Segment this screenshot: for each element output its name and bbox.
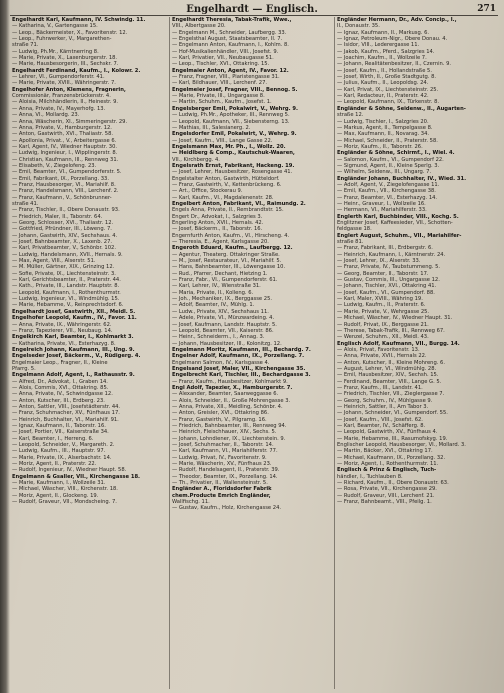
directory-entry: — Leop., Bäckermeister, X., Favoritenstr. 12. bbox=[12, 29, 128, 36]
directory-entry: — Anna, Private, IX., Währingerstr. 62. bbox=[12, 321, 112, 328]
directory-entry-heading: Engländer & Söhne, Schirmf., I., Wiel. 4. bbox=[337, 150, 455, 157]
directory-entry: — Anna, Private, XII., Meidling, Schönbr. 4. bbox=[172, 403, 283, 410]
directory-entry: — M., Josef, Restaurateur, VI., Mariahilf. 5. bbox=[172, 258, 282, 265]
directory-entry: — Georg, Beamter, II., Taborstr. 17. bbox=[337, 270, 429, 277]
directory-column-1 bbox=[12, 17, 166, 691]
directory-entry: — Alfred, Dr., Advokat, I., Graben 14. bbox=[12, 378, 108, 385]
directory-entry: — Johann, Lohndiener, IX., Liechtenstein. 9. bbox=[172, 435, 286, 442]
directory-entry: — Rudolf, Privat, IX., Berggasse 21. bbox=[337, 321, 429, 328]
directory-entry-heading: Engelreich Johann, Kaufmann, III., Ung. 9. bbox=[12, 346, 135, 353]
page-number: 271 bbox=[477, 4, 496, 14]
directory-entry: — Josef, Kaufm., II., Hollandstraße 5. bbox=[337, 67, 432, 74]
book-gutter-shadow bbox=[0, 0, 10, 693]
directory-entry: — Marie, Private, III., Ungargasse 8. bbox=[172, 93, 265, 100]
directory-entry: — Anna, Private, XVII., Hernals 22. bbox=[337, 353, 427, 360]
directory-entry: — Michael, Schneider, II., Praterstr. 58. bbox=[337, 137, 438, 144]
directory-entry: — Rudolf, Graveur, VIII., Lerchenf. 21. bbox=[337, 492, 435, 499]
directory-entry: — August, Lehrer, VI., Windmühlg. 28. bbox=[337, 365, 437, 372]
directory-entry: — Josef, Kaufm., VI., Gumpendorf. 88. bbox=[337, 289, 435, 296]
directory-entry: — Josef, Kaufm., VIII., Josefst. 62. bbox=[337, 416, 423, 423]
directory-entry: — Leopold, Kaufmann, IX., Türkenstr. 8. bbox=[337, 99, 440, 106]
directory-entry: — Anna, Wäscherin, XI., Simmeringerstr. 29. bbox=[12, 118, 128, 125]
directory-entry: — Franz, Fabr., VI., Gumpendorferstr. 61. bbox=[172, 277, 278, 284]
directory-entry: — Heinr., Schneiderm., I., Annag. 3. bbox=[172, 334, 265, 341]
directory-entry: — Art., Office, Stockerau 9. bbox=[172, 188, 243, 195]
directory-entry: — Theresia, E., Agent, Karlsgasse 20. bbox=[172, 239, 269, 246]
directory-entry: — Mathias, III., Salesianerg. 2. bbox=[172, 124, 251, 131]
directory-entry: — Johann, Hausbesitzer, III., Kolonitzg. 12. bbox=[172, 340, 282, 347]
directory-entry: — Marie, Hausbesorgerin, III., Sechskr. 7. bbox=[12, 61, 119, 68]
directory-entry: — Martin, Schuhm., Kaufm., Josefst. 1. bbox=[172, 99, 272, 106]
directory-entry: Commissionär, Franzensbrückenstr. 4. bbox=[12, 93, 111, 100]
directory-entry: — Karl, Privat, IX., Liechtensteinstr. 25. bbox=[337, 86, 439, 93]
directory-entry: — Heinr., Graveur, I., Wollzeile 16. bbox=[337, 200, 426, 207]
directory-entry: — Marie, Private, X., Laxenburgerstr. 18. bbox=[12, 55, 118, 62]
directory-entry: — Adolf, Agent, V., Ziegelofengasse 11. bbox=[337, 181, 440, 188]
directory-entry: — Heinrich, Kaufmann, I., Kärntnerstr. 24. bbox=[337, 251, 446, 258]
directory-entry: — Franz, Hausbesorger, VI., Mariahilf. 8. bbox=[12, 181, 116, 188]
directory-entry: — Hans, Bahnbeamter, III., Löwengasse 10. bbox=[172, 264, 286, 271]
directory-entry: — Ignaz, Kaufmann, II., Taborstr. 16. bbox=[12, 423, 106, 429]
directory-entry: — Joh., Mechaniker, IX., Berggasse 25. bbox=[172, 296, 273, 303]
directory-entry: II., Donaustr. 35. bbox=[337, 23, 380, 30]
directory-entry: — Karl, Bildhauer, VIII., Lerchenf. 27. bbox=[172, 80, 268, 87]
directory-entry: — Michael, Kaufmann, IX., Porzellang. 32. bbox=[337, 454, 446, 461]
directory-entry: — Rud., Pfarrer, Dechant, Hietzing 1. bbox=[172, 270, 268, 277]
directory-entry: — Ludwig, Kaufm., II., Praterstr. 6. bbox=[337, 302, 426, 309]
directory-entry: Engels Anna, Private, II., Rembrandtstr. 15. bbox=[172, 207, 284, 214]
directory-entry-heading: Engelhofer Leopold, Kaufm., IV., Favor. 11. bbox=[12, 315, 137, 322]
directory-entry: — Ludwig, Ingenieur, I., Wipplingerstr. 8. bbox=[12, 150, 118, 157]
directory-entry: — Rosa, Private, VII., Kirchengasse 29. bbox=[337, 486, 437, 493]
directory-entry: — Engelmann M., Schneider, Laufbergg. 33. bbox=[172, 29, 287, 36]
directory-entry-heading: Englisch Adolf, Kaufmann, VII., Burgg. 14. bbox=[337, 340, 460, 347]
directory-entry: — Maria, Private, II., Kolleng. 6. bbox=[172, 289, 254, 296]
directory-entry: — Franz, Private, IV., Taubstummeng. 5. bbox=[337, 264, 441, 271]
directory-entry: — Ludwig, Ph.Mr., Apotheker, III., Rennweg 5. bbox=[172, 112, 290, 119]
directory-entry: Engelmaier Leop., Fragner, II., Kleine bbox=[12, 359, 108, 366]
directory-entry: — Alexander, Beamter, Saarweggasse 6. bbox=[172, 391, 279, 398]
directory-entry: Engerling Anton, XVII., Hernals. 42. bbox=[172, 220, 264, 226]
directory-entry: — Katharina, Private, VI., Esterhazyg. 8. bbox=[12, 340, 116, 347]
directory-entry: — Joachim, Kaufm., II., Wollzeile 7. bbox=[337, 55, 427, 62]
directory-entry: VIII., Albertgasse 20. bbox=[172, 23, 226, 30]
directory-entry: — Agentur, Theaterg. Ottakringer Straße. bbox=[172, 251, 280, 258]
directory-entry: — Franz, Schuhmacher, XV., Fünfhaus 17. bbox=[12, 410, 120, 417]
directory-entry: — Franz, Fabrikant, III., Erdbergstr. 6. bbox=[337, 245, 433, 252]
directory-entry: straße 81. bbox=[337, 239, 364, 246]
directory-entry: — Hermann, VI., Mariahilferstr. 33. bbox=[337, 207, 427, 214]
directory-entry: straße 12. bbox=[337, 112, 364, 119]
directory-entry: — Ludw., Private, XIV., Sechshaus 11. bbox=[172, 308, 269, 315]
directory-entry-heading: Engelbert Anton, Fabrikant, VI., Raimundg. 2. bbox=[172, 200, 306, 207]
directory-entry-heading: Engelhardt Theresia, Tabak-Trafik, Wwe., bbox=[172, 17, 292, 23]
directory-entry: — Ludwig, Kaufm., III., Hauptstr. 97. bbox=[12, 448, 106, 455]
directory-entry-heading: Engländer A., Floridsdorfer Fabrik bbox=[172, 486, 272, 493]
directory-entry: — Franz, Kaufm., Hausbesitzer, Kohlmarkt 9. bbox=[172, 378, 288, 385]
directory-entry: — Karl, Gerichtsbeamter, II., Praterstr. 44. bbox=[12, 277, 121, 284]
directory-entry: — Marie, Private, XVIII., Währingerstr. 7. bbox=[12, 80, 116, 87]
directory-entry: — Josef, Kaufmann, Landstr. Hauptstr. 5. bbox=[172, 321, 277, 328]
directory-entry-heading: Englerth Karl, Buchbinder, VIII., Kochg. 5. bbox=[337, 213, 459, 220]
directory-entry: — Emil, Beamter, VI., Gumpendorferstr. 5. bbox=[12, 169, 122, 176]
directory-entry-heading: Engelsrath Ernst, Fabrikant, Hackeng. 19. bbox=[172, 162, 295, 169]
column-divider bbox=[169, 17, 170, 689]
directory-entry-heading: chem.Producte Emrich Engländer, bbox=[172, 492, 271, 499]
directory-entry: händler, I., Tuchlauben 8. bbox=[337, 473, 403, 480]
directory-entry: Wallfischg. 11. bbox=[172, 499, 210, 506]
directory-entry: — Alois, Schneider, II., Große Mohrengasse 3. bbox=[172, 397, 291, 404]
directory-entry: — Moriz, Kaufm., II., Taborstr. 26. bbox=[337, 143, 423, 150]
directory-entry: Englitzner Josef, Kaffeesieder, VII., Schotten- bbox=[337, 220, 453, 226]
directory-entry: — Aloisia, Milchhändlerin, II., Heinestr. 9. bbox=[12, 99, 119, 106]
directory-entry-heading: Engelkirch Karl, Beamter, I., Kohlmarkt 3. bbox=[12, 334, 134, 341]
directory-entry: — Lehrer, VI., Gumpendorferstr. 41. bbox=[12, 74, 105, 81]
directory-entry-heading: Engländer & Söhne, Seidenw., II., Augarten- bbox=[337, 105, 466, 112]
directory-entry: — Therese, Tabak-Trafik, III., Rennweg 67. bbox=[337, 327, 445, 334]
directory-entry-heading: Englisch & Prinz & Englisch, Tuch- bbox=[337, 467, 437, 474]
directory-entry: — Sofie, Private, IX., Liechtensteinstr. 3. bbox=[12, 270, 116, 277]
directory-entry: — Ludwig, Ph.Mr., Kärntnerring 8. bbox=[12, 48, 99, 55]
directory-entry-heading: Engelseder Josef, Bäckerm., V., Rüdigerg. 4. bbox=[12, 353, 141, 360]
directory-entry: — Adolf, Beamter, IV., Mühlg. 1. bbox=[172, 302, 255, 309]
directory-entry: — Karl, Privatier, VII., Neubaugasse 51. bbox=[172, 55, 274, 62]
directory-entry: — Moriz, Agent, II., Glockeng. 19. bbox=[12, 492, 99, 499]
directory-entry: — Karl, Kaufm., VI., Magdalenenstr. 28. bbox=[172, 194, 274, 201]
directory-entry: — Isidor, VIII., Lederergasse 11. bbox=[337, 42, 420, 49]
directory-entry: — Anna, Private, IV., Schwindgasse 12. bbox=[12, 391, 113, 398]
directory-entry: — Franz, Fragner, VIII., Piaristengasse 31. bbox=[172, 74, 280, 81]
directory-entry: — Salomon, Kaufm., VI., Gumpendorf 22. bbox=[337, 156, 444, 163]
directory-entry: — Anna, Private, IV., Mayerhofg. 13. bbox=[12, 105, 106, 112]
directory-entry: — Marie, Private, V., Wehrgasse 25. bbox=[337, 308, 430, 315]
directory-entry: — M. Müller, Gärtner, XIX., Grinzing 12. bbox=[12, 264, 115, 271]
directory-entry: — Karl, Redacteur, II., Praterstr. 42. bbox=[337, 93, 429, 100]
directory-entry: — Franz, Gastwirth, V., Pilgramg. 16. bbox=[172, 416, 267, 423]
directory-entry: — Johann, Tischler, XVI., Ottakring 41. bbox=[337, 283, 437, 290]
directory-entry: — Johann, Schneider, VI., Gumpendorf. 55. bbox=[337, 410, 448, 417]
directory-entry: — Emil, Hausbesitzer, XIV., Sechsh. 15. bbox=[337, 372, 439, 379]
directory-entry: — Moriz, Agent, I., Rothenthurmstr. 11. bbox=[337, 461, 439, 468]
directory-entry: — Heinrich, Fleischhauer, XIV., Sechs. 5. bbox=[172, 429, 277, 436]
directory-entry-heading: Engelsdorfer Emil, Pokalwirt, V., Wehrg. 9. bbox=[172, 131, 297, 138]
directory-entry: — Franz, Handelsmann, VIII., Lerchenf. 2. bbox=[12, 188, 119, 195]
directory-entry: — Elisabeth, V., Ziegelofeng. 23. bbox=[12, 162, 97, 169]
directory-entry: — Jakob, Kaufm., Pferd., Salzgries 14. bbox=[337, 48, 435, 55]
directory-entry-heading: — Heidlberg & Comp., Kautschuk-Waaren, bbox=[172, 150, 295, 157]
directory-entry: — Th., Privatier, II., Wallensteinstr. 5. bbox=[172, 480, 268, 487]
directory-entry: — Sigmund, Agent, II., Kleine Sperlg. 3. bbox=[337, 162, 440, 169]
directory-entry: — Marie, Private, IX., Alserbachstr. 14. bbox=[12, 454, 112, 461]
directory-entry-heading: Engeroth Eduard, Kaufm., Laufbergg. 12. bbox=[172, 245, 293, 252]
directory-entry: — Karl, Lehrer, IV., Wienstraße 31. bbox=[172, 283, 261, 290]
directory-entry: — Rudolf, Handelsagent, II., Praterstr. 39. bbox=[172, 467, 280, 474]
directory-entry-heading: Engelmann Moritz, Kaufmann, III., Bechardg. 7. bbox=[172, 346, 311, 353]
directory-entry: — Franz, Gastwirth, V., Kettenbrückeng. 6. bbox=[172, 181, 282, 188]
directory-entry: — Alois, Commis, XVI., Ottakring. 85. bbox=[12, 384, 109, 391]
directory-entry-heading: Engelmeier Josef, Fragner, VIII., Bennog. 5. bbox=[172, 86, 298, 93]
directory-entry: — Moriz, Agent, II., Praterstr. 22. bbox=[12, 461, 97, 468]
directory-column-2 bbox=[172, 17, 332, 691]
directory-entry-heading: Engelmann & Gsaller, VII., Kirchengasse 18. bbox=[12, 473, 141, 480]
directory-entry: — Josef, Portier, VII., Kaiserstraße 34. bbox=[12, 429, 109, 436]
directory-entry: — Engelsthal August, Staatsbeamter, II. 7. bbox=[172, 36, 283, 43]
directory-entry: — Anna, Private, V., Hamburgerstr. 12. bbox=[12, 124, 112, 131]
directory-entry: — Engelmann Anton, Kaufmann, I., Kohlm. 8. bbox=[172, 42, 289, 49]
directory-entry: — Emil, Kaufm., VII., Kirchengasse 38. bbox=[337, 188, 436, 195]
directory-entry: Pfarrg. 5. bbox=[12, 365, 36, 372]
directory-entry: — Wilhelm, Seidenw., III., Ungarg. 7. bbox=[337, 169, 432, 176]
directory-entry: — Anton, Sattler, VIII., Josefstädterstr. 44. bbox=[12, 403, 121, 410]
directory-entry: — Johann, Realitätenbesitzer, II., Czernin. 9. bbox=[337, 61, 452, 68]
directory-entry: — Leopold, Gastwirth, XV., Fünfhaus 4. bbox=[337, 429, 438, 436]
directory-entry: — Josef, Lehrer, Hausbesitzer, Rosengasse 41. bbox=[172, 169, 293, 176]
directory-entry: — Heinrich, Buchhalter, VI., Mariahilf. 91. bbox=[12, 416, 119, 423]
directory-entry: — Karl, Privatbeamter, V., Schönbr. 102. bbox=[12, 245, 116, 252]
directory-entry: — Karl, Beamter, I., Herreng. 6. bbox=[12, 435, 94, 442]
directory-entry: — Rudolf, Ingenieur, IV., Wiedner Haupt. 58. bbox=[12, 467, 127, 474]
directory-entry-heading: Engelbrecht Karl, Tischler, III., Bechardgasse 3. bbox=[172, 372, 311, 379]
directory-entry: — Franz, Kaufmann, V., Schönbrunner- bbox=[12, 194, 112, 201]
directory-entry: — Georg, Schlosser, XVI., Thaliastr. 12. bbox=[12, 220, 114, 226]
directory-entry: — Marie, Hebamme, V., Reinprechtsdorf. 6. bbox=[12, 302, 124, 309]
directory-entry: — Leop., Tischler, XVI., Ottakring. 15. bbox=[172, 61, 270, 68]
directory-entry: Engelmann Salmon, IV., Karlsgasse 4. bbox=[172, 359, 270, 366]
directory-entry-heading: Engelhardt Josef, Gastwirth, XII., Meidl. 5. bbox=[12, 308, 136, 315]
directory-entry: — Johann, Gastwirth, XIV., Sechshaus. 4. bbox=[12, 232, 118, 239]
directory-entry: — Leop., Fuhrwerker, V., Margarethen- bbox=[12, 36, 112, 43]
directory-entry-heading: Engländer Johann, Buchhalter, IV., Wied. 31. bbox=[337, 175, 467, 182]
directory-entry: — Karl, Beamter, IV., Schäfferg. 8. bbox=[337, 423, 426, 429]
directory-entry: — Anton, Kutscher, III., Erdberg. 23. bbox=[12, 397, 105, 404]
directory-entry-heading: Engelner Adolf, Kaufmann, IX., Porzellang. 7. bbox=[172, 353, 305, 360]
directory-entry: — Michael, Wäscher, IV., Wiedner Haupt. 31. bbox=[337, 315, 453, 322]
directory-entry: — Georg, Schuhm., IV., Mühlgasse 9. bbox=[337, 397, 433, 404]
directory-entry: — Max, Agent, VIII., Alserstr. 51. bbox=[12, 258, 96, 265]
directory-entry: VII., Kirchbergg. 4. bbox=[172, 156, 220, 163]
directory-entry: Englischer Leopold, Hausbesorger, VI., Mollard. 3. bbox=[337, 442, 466, 449]
directory-entry: — Franz, Bahnbeamt., VIII., Pfeilg. 1. bbox=[337, 499, 432, 506]
directory-entry: — Karl, Kaufmann, VI., Mariahilferstr. 77. bbox=[172, 448, 278, 455]
directory-entry: — Richard, Kaufm., II., Obere Donaustr. 63. bbox=[337, 480, 449, 487]
directory-entry: — Leopold, Schneider, V., Margareth. 2. bbox=[12, 442, 115, 449]
directory-entry: — Ludwig, Privat, IV., Favoritenstr. 9. bbox=[172, 454, 267, 461]
directory-entry: — Ignaz, Kaufmann, II., Markusg. 6. bbox=[337, 29, 430, 36]
directory-entry: Engert Dr., Advokat, I., Salzgries 3. bbox=[172, 213, 263, 220]
directory-entry-heading: Engelmaier Anton, Agent, IV., Favor. 12. bbox=[172, 67, 289, 74]
directory-entry: — Kath., Private, III., Landstr. Hauptstr. 8. bbox=[12, 283, 120, 290]
directory-entry: — Ludwig, Tischler, I., Salzgries 20. bbox=[337, 118, 429, 125]
directory-entry: — Adele, Private, VI., Münzwardeing. 4. bbox=[172, 315, 275, 322]
directory-entry: — Franz, Kaufm., III., Landstr. 41. bbox=[337, 384, 423, 391]
directory-entry: — Marie, Wäscherin, XV., Fünfhaus 23. bbox=[172, 461, 272, 468]
directory-entry: — Gustav, Kaufm., Holz, Kirchengasse 24. bbox=[172, 505, 282, 512]
directory-entry: — Wenzel, Schuhm., XII., Meidl. 43. bbox=[337, 334, 429, 341]
directory-entry: Engelstalter Anton, Gastwirth, Hütteldorf. bbox=[172, 175, 280, 182]
column-divider bbox=[334, 17, 335, 689]
directory-entry: — Karl, Agent, IV., Wiedner Hauptstr. 30. bbox=[12, 143, 118, 150]
page-title: Engelhardt — Englisch. bbox=[186, 4, 318, 15]
directory-entry: — Josef, Bäckerm., II., Taborstr. 16. bbox=[172, 226, 263, 233]
directory-entry: — Apollonia, Privat., V., Arbeitergasse 6. bbox=[12, 137, 117, 144]
directory-entry: — Markus, Agent, II., Tempelgasse 8. bbox=[337, 124, 433, 131]
header-rule bbox=[10, 15, 498, 16]
directory-entry-heading: Engl Adolf, Tapezier, X., Hamburgerstr. 7. bbox=[172, 384, 293, 391]
directory-column-3 bbox=[337, 17, 498, 691]
directory-entry-heading: Engelsberger Emil, Pokalwirt, V., Wehrg. 9. bbox=[172, 105, 298, 112]
directory-entry: — Leopold, Kaufmann, I., Rothenthurmstr. bbox=[12, 289, 121, 296]
directory-entry: — Ludwig, Ingenieur, VI., Windmühlg. 15. bbox=[12, 296, 120, 303]
directory-entry-heading: Englert August, Schuhm., VII., Mariahilfer- bbox=[337, 232, 462, 239]
directory-entry: — Ferdinand, Beamter, VIII., Lange G. 5. bbox=[337, 378, 442, 385]
directory-entry: — Ludwig, Handelsmann, XVII., Hernals. 9. bbox=[12, 251, 123, 258]
directory-entry: — Josef, Kaufm., VIII., Lange Gasse 22. bbox=[172, 137, 273, 144]
directory-entry: — Josef, Wirth, II., Große Stadtgutg. 8. bbox=[337, 74, 437, 81]
directory-entry: — Gustav, Commis, III., Ungargasse 12. bbox=[337, 277, 440, 284]
directory-entry: — Franz, Tischler, II., Obere Donaustr. 93. bbox=[12, 207, 120, 214]
directory-entry: — Theodor, Beamter, IX., Porzellang. 14. bbox=[172, 473, 278, 480]
directory-entry: — Heinrich, Sattler, II., Am Tabor 3. bbox=[337, 403, 429, 410]
directory-entry: — Rudolf, Graveur, VII., Mondscheing. 7. bbox=[12, 499, 117, 506]
directory-entry: — Christian, Kaufmann, III., Rennweg 31. bbox=[12, 156, 119, 163]
directory-entry-heading: Engelsand Josef, Maler, VII., Kirchengasse 35. bbox=[172, 365, 306, 372]
directory-entry: — Josef, Schuhmacher, II., Taborstr. 14. bbox=[172, 442, 274, 449]
directory-entry: — Emil, Fabrikant, IX., Porzellang. 33. bbox=[12, 175, 109, 182]
directory-entry: — Julius, Kaufm., II., Leopoldsg. 24. bbox=[337, 80, 429, 87]
directory-entry: straße 71. bbox=[12, 42, 39, 49]
directory-entry-heading: Engelhofer Anton, Klemens, Fragnerin, bbox=[12, 86, 126, 93]
directory-entry: — Franz, Beamter, VI., Esterhazyg. 14. bbox=[337, 194, 438, 201]
directory-entry: straße 41. bbox=[12, 200, 39, 207]
directory-entry: — Leopold, Kaufmann, VII., Siebensterng. 13. bbox=[172, 118, 290, 125]
directory-entry: — Anton, Greisler, XVI., Ottakring 86. bbox=[172, 410, 269, 417]
directory-entry: — Hof-Musikalienhändler, VIII., Josefst. 9. bbox=[172, 48, 279, 55]
directory-entry: — Ignaz, Petroleum-Nigr., Obere Donau. 4. bbox=[337, 36, 448, 43]
directory-entry: — Anna, VI., Mollardg. 23. bbox=[12, 112, 80, 119]
directory-entry: Engernfurth Anton, Kaufm., VI., Hirscheng. 4. bbox=[172, 232, 290, 239]
directory-entry: — Marie, Kaufmann, I., Wollzeile 31. bbox=[12, 480, 106, 487]
directory-entry: — Martin, Bäcker, XVI., Ottakring 17. bbox=[337, 448, 433, 455]
directory-entry: — Karl, Maler, XVIII., Währing 19. bbox=[337, 296, 423, 303]
directory-entry: — Franz, Tapezierer, VII., Neubaug. 14. bbox=[12, 327, 113, 334]
directory-entry: — Michael, Wäscher, VIII., Kirchenstr. 18. bbox=[12, 486, 118, 493]
directory-entry: — Josef, Bahnbeamter, X., Laxenb. 27. bbox=[12, 239, 113, 246]
directory-entry: — Max, Kaufmann, II., Novarag. 34. bbox=[337, 131, 430, 138]
directory-entry: — Katharina, V., Gartengasse 15. bbox=[12, 23, 98, 30]
directory-entry: — Alois, Privat, Favoritenstr. 13. bbox=[337, 346, 420, 353]
directory-entry: feldgasse 18. bbox=[337, 226, 372, 233]
directory-entry: — Anton, Gastwirth, XVI., Thaliastr. 58. bbox=[12, 131, 114, 138]
directory-entry: — Marie, Hebamme, III., Rasumofskyg. 19. bbox=[337, 435, 448, 442]
directory-entry: — Anton, Kutscher, II., Kleine Mohreng. 6. bbox=[337, 359, 445, 366]
directory-entry: — Josef, Lehrer, IX., Alserstr. 33. bbox=[337, 258, 421, 265]
directory-entry: — Friedrich, Tischler, VII., Zieglergasse 7. bbox=[337, 391, 445, 398]
directory-entry: — Friedrich, Bahnbeamter, III., Rennweg 94. bbox=[172, 423, 287, 429]
directory-entry: — Friedrich, Maler, II., Taborstr. 64. bbox=[12, 213, 103, 220]
directory-entry-heading: Engelsmann Max, Mr. Ph., I., Wollz. 20. bbox=[172, 143, 286, 150]
directory-entry-heading: Engländer Hermann, Dr., Adv. Concip., I., bbox=[337, 17, 457, 23]
directory-entry-heading: Engelhardt Ferdinand, Kaufm., I., Kolowr. 2. bbox=[12, 67, 141, 74]
directory-entry: — Leopold, Beamter, VII., Kaiserstr. 86. bbox=[172, 327, 274, 334]
directory-entry-heading: Engelmann Adolf, Agent, I., Rathausstr. 9. bbox=[12, 372, 135, 379]
directory-entry-heading: Engelhardt Karl, Kaufmann, IV. Schwindg. 11. bbox=[12, 17, 146, 23]
directory-entry: — Gottfried, Pfründner, III., Löweng. 7. bbox=[12, 226, 112, 233]
